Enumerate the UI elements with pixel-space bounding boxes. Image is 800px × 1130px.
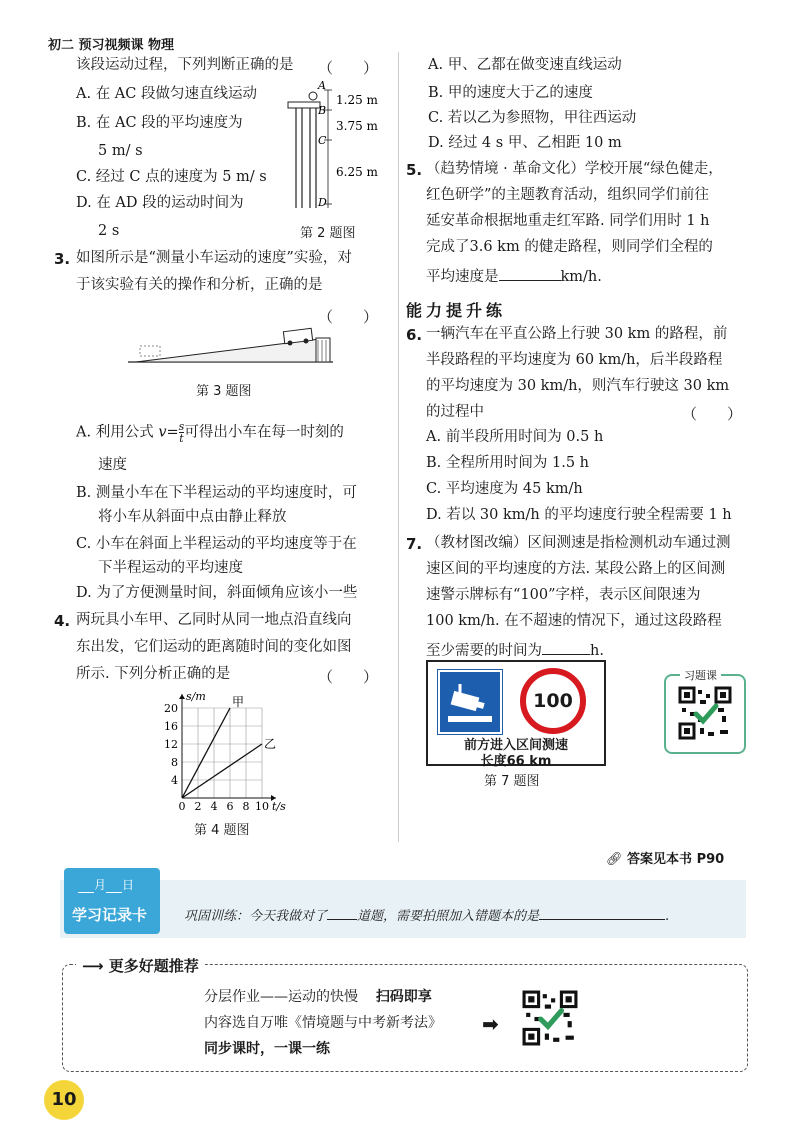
card-date: 月 日 <box>78 876 148 893</box>
q3-option-b[interactable]: B. 测量小车在下半程运动的平均速度时，可 <box>76 485 357 501</box>
sign-text-line2: 长度66 km <box>480 754 552 769</box>
arrow-right-icon: ⟶ <box>82 957 104 975</box>
x-tick-label: 10 <box>255 800 269 813</box>
y-axis-arrow <box>179 694 185 699</box>
q3-number: 3. <box>54 250 71 268</box>
q5-stem-line2: 红色研学”的主题教育活动，组织同学们前往 <box>426 187 709 203</box>
q2-point-b: B <box>318 104 327 117</box>
y-tick-label: 16 <box>164 720 178 733</box>
q7-number: 7. <box>406 535 423 553</box>
qr-code-icon <box>678 686 732 740</box>
q7-stem-line1: （教材图改编）区间测速是指检测机动车通过测 <box>426 535 731 551</box>
q2-option-a[interactable]: A. 在 AC 段做匀速直线运动 <box>76 86 257 102</box>
q5-stem-line1: （趋势情境 · 革命文化）学校开展“绿色健走， <box>426 161 723 177</box>
q4-stem-line3: 所示. 下列分析正确的是 <box>76 666 231 682</box>
arrow-right-icon: ➡ <box>482 1012 499 1036</box>
q4-caption: 第 4 题图 <box>194 823 250 838</box>
x-axis-label: t/s <box>272 800 286 813</box>
q2-point-a: A <box>318 80 326 92</box>
card-count-blank[interactable] <box>327 907 357 920</box>
q4-chart <box>150 690 310 816</box>
q5-answer-blank[interactable] <box>499 266 561 281</box>
sign-text-line1: 前方进入区间测速 <box>463 738 568 753</box>
more-line1: 分层作业——运动的快慢 扫码即享 <box>204 989 432 1005</box>
q3-caption: 第 3 题图 <box>196 384 252 399</box>
series-label-2: 乙 <box>264 737 277 751</box>
q2-option-c[interactable]: C. 经过 C 点的速度为 5 m/ s <box>76 169 267 185</box>
q5-number: 5. <box>406 161 423 179</box>
page-header: 初二 预习视频课 物理 <box>48 38 175 53</box>
y-tick-label: 20 <box>164 702 178 715</box>
q7-answer-line: 至少需要的时间为 h. <box>426 640 604 659</box>
q6-option-d[interactable]: D. 若以 30 km/h 的平均速度行驶全程需要 1 h <box>426 507 732 523</box>
q3-option-a[interactable]: A. 利用公式 $v=\frac{s}{t}$ 可得出小车在每一时刻的 <box>76 420 344 445</box>
q6-stem-line3: 的平均速度为 30 km/h，则汽车行驶这 30 km <box>426 378 730 394</box>
more-line2: 内容选自万唯《情境题与中考新考法》 <box>204 1015 442 1031</box>
q6-number: 6. <box>406 326 423 344</box>
q3-answer-paren[interactable]: （ ） <box>318 308 379 326</box>
q5-answer-line: 平均速度是 km/h. <box>426 266 602 285</box>
page-number-badge <box>44 1080 84 1120</box>
q4-stem-line2: 东出发，它们运动的距离随时间的变化如图 <box>76 639 352 655</box>
y-axis-label: s/m <box>186 690 206 703</box>
qr-code-icon[interactable] <box>522 990 578 1046</box>
q2-point-d: D <box>318 196 327 209</box>
q2-option-d[interactable]: D. 在 AD 段的运动时间为 <box>76 195 244 211</box>
q7-answer-blank[interactable] <box>542 640 590 655</box>
q3-option-c-cont: 下半程运动的平均速度 <box>98 560 243 576</box>
card-wrong-blank[interactable] <box>539 907 665 920</box>
column-divider <box>398 52 399 842</box>
speed-limit-circle <box>520 668 586 734</box>
q6-option-b[interactable]: B. 全程所用时间为 1.5 h <box>426 455 589 471</box>
page-number: 10 <box>51 1089 77 1110</box>
q4-option-c[interactable]: C. 若以乙为参照物，甲往西运动 <box>428 110 637 126</box>
q6-option-a[interactable]: A. 前半段所用时间为 0.5 h <box>426 429 604 445</box>
more-title: ⟶ 更多好题推荐 <box>76 955 205 976</box>
q6-answer-paren[interactable]: （ ） <box>682 405 743 423</box>
card-badge <box>64 868 160 934</box>
x-tick-label: 2 <box>194 800 202 813</box>
q7-speed-sign <box>426 660 606 769</box>
series-line-2 <box>182 744 262 798</box>
series-line-1 <box>182 708 230 798</box>
y-tick-label: 12 <box>164 738 178 751</box>
q4-option-d[interactable]: D. 经过 4 s 甲、乙相距 10 m <box>428 135 622 151</box>
y-tick-label: 8 <box>171 756 178 769</box>
q3-option-d[interactable]: D. 为了方便测量时间，斜面倾角应该小一些 <box>76 585 358 601</box>
q4-option-b[interactable]: B. 甲的速度大于乙的速度 <box>428 85 593 101</box>
q2-stem: 该段运动过程，下列判断正确的是 <box>76 57 294 73</box>
q6-option-c[interactable]: C. 平均速度为 45 km/h <box>426 481 583 497</box>
q7-caption: 第 7 题图 <box>484 774 540 789</box>
x-tick-label: 0 <box>178 800 186 813</box>
q2-point-c: C <box>318 134 327 147</box>
camera-sign-icon <box>438 670 502 734</box>
x-tick-label: 6 <box>226 800 234 813</box>
q5-stem-line3: 延安革命根据地重走红军路. 同学们用时 1 h <box>426 213 710 229</box>
q2-caption: 第 2 题图 <box>300 226 356 241</box>
q7-stem-line4: 100 km/h. 在不超速的情况下，通过这段路程 <box>426 613 722 629</box>
q2-option-b[interactable]: B. 在 AC 段的平均速度为 <box>76 115 243 131</box>
q3-option-a-cont: 速度 <box>98 457 127 473</box>
q3-option-b-cont: 将小车从斜面中点由静止释放 <box>98 509 287 525</box>
q2-option-d-cont: 2 s <box>98 223 120 239</box>
q2-seg-ab: 1.25 m <box>336 93 378 107</box>
card-text: 巩固训练：今天我做对了 道题，需要拍照加入错题本的是 . <box>184 909 670 924</box>
q6-stem-line2: 半段路程的平均速度为 60 km/h，后半段路程 <box>426 352 723 368</box>
q3-figure <box>128 320 348 370</box>
x-tick-label: 4 <box>210 800 218 813</box>
q2-seg-bc: 3.75 m <box>336 119 378 133</box>
q4-stem-line1: 两玩具小车甲、乙同时从同一地点沿直线向 <box>76 612 352 628</box>
section-title: 能力提升练 <box>406 301 507 320</box>
q6-stem-line1: 一辆汽车在平直公路上行驶 30 km 的路程，前 <box>426 326 728 342</box>
answer-reference: 🔗︎ 答案见本书 P90 <box>606 852 725 867</box>
q7-stem-line3: 速警示牌标有“100”字样，表示区间限速为 <box>426 587 701 603</box>
q4-option-a[interactable]: A. 甲、乙都在做变速直线运动 <box>428 57 622 73</box>
card-title: 学习记录卡 <box>72 906 148 924</box>
q4-number: 4. <box>54 612 71 630</box>
q3-stem-line2: 于该实验有关的操作和分析，正确的是 <box>76 277 323 293</box>
x-tick-label: 8 <box>242 800 250 813</box>
q4-answer-paren[interactable]: （ ） <box>318 668 379 686</box>
q6-stem-line4: 的过程中 <box>426 404 484 420</box>
q7-stem-line2: 速区间的平均速度的方法. 某段公路上的区间测 <box>426 561 726 577</box>
y-tick-label: 4 <box>171 774 178 787</box>
q3-option-c[interactable]: C. 小车在斜面上半程运动的平均速度等于在 <box>76 536 357 552</box>
qr-exercise-label: 习题课 <box>680 667 721 683</box>
q3-stem-line1: 如图所示是“测量小车运动的速度”实验，对 <box>76 250 352 266</box>
q2-answer-paren[interactable]: （ ） <box>318 59 379 77</box>
q5-stem-line4: 完成了3.6 km 的健走路程，则同学们全程的 <box>426 239 713 255</box>
series-label-1: 甲 <box>232 695 245 709</box>
link-icon: 🔗︎ <box>606 852 623 867</box>
qr-exercise[interactable] <box>664 669 746 754</box>
speed-limit-value: 100 <box>533 690 573 712</box>
more-line3: 同步课时，一课一练 <box>204 1041 330 1057</box>
q2-option-b-cont: 5 m/ s <box>98 143 143 159</box>
q2-seg-cd: 6.25 m <box>336 165 378 179</box>
q2-figure <box>284 80 384 210</box>
